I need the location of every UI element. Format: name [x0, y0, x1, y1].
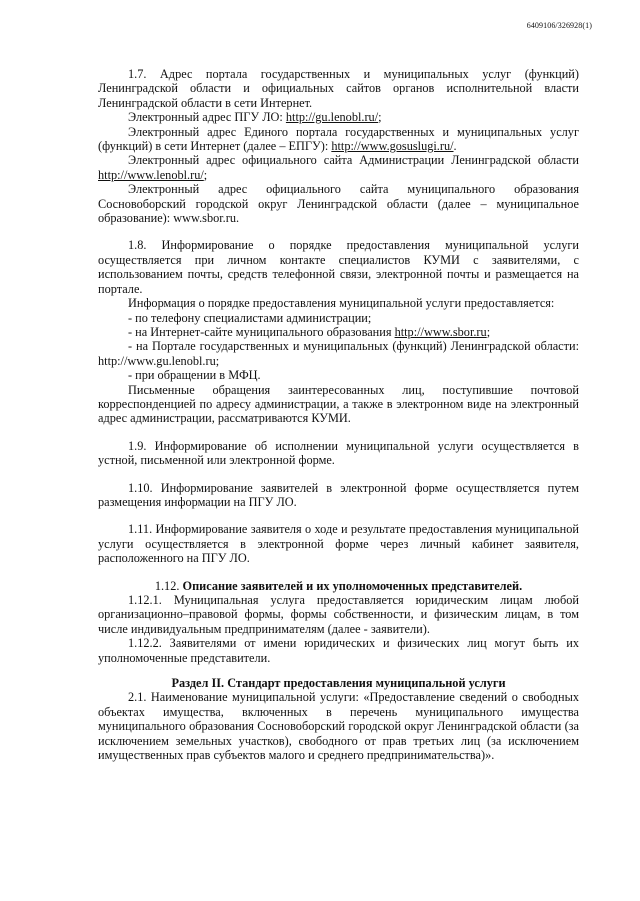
paragraph-1-10: 1.10. Информирование заявителей в электронной форме осуществляется путем размещения информации на ПГУ ЛО.	[98, 480, 579, 509]
paragraph-1-9: 1.9. Информирование об исполнении муниципальной услуги осуществляется в устной, письменной или электронной форме.	[98, 438, 579, 468]
epgu-address-label: Электронный адрес Единого портала государственных и муниципальных услуг (функций) в сети Интернет (далее – ЕПГУ):	[98, 124, 579, 154]
paragraph-1-12-2: 1.12.2. Заявителями от имени юридических и физических лиц могут быть их уполномоченные представители.	[98, 636, 579, 665]
paragraph-1-12-title: Описание заявителей и их уполномоченных представителей.	[182, 578, 523, 593]
admin-site-label: Электронный адрес официального сайта Администрации Ленинградской области	[128, 153, 579, 168]
info-item-mfc: - при обращении в МФЦ.	[128, 368, 261, 383]
paragraph-1-7: 1.7. Адрес портала государственных и муниципальных услуг (функций) Ленинградской области и официальных сайтов органов исполнительной власти Ленинградской области в сети Интернет.	[98, 67, 579, 110]
info-intro: Информация о порядке предоставления муниципальной услуги предоставляется:	[128, 296, 555, 311]
pgu-address	[98, 110, 579, 124]
info-item-website-label: - на Интернет-сайте муниципального образования	[128, 324, 395, 339]
epgu-suffix: .	[453, 139, 457, 154]
admin-site-link[interactable]: http://www.lenobl.ru/	[98, 167, 204, 182]
info-item-website	[98, 325, 579, 339]
pgu-suffix: ;	[378, 110, 382, 125]
admin-site-suffix: ;	[203, 167, 208, 182]
municipal-site-address: Электронный адрес официального сайта муниципального образования Сосновоборский городской округ Ленинградской области (далее – муниципальное образование): www.sbor.ru.	[98, 182, 579, 226]
epgu-link[interactable]: http://www.gosuslugi.ru/	[331, 139, 454, 154]
pgu-address-label: Электронный адрес ПГУ ЛО:	[128, 110, 286, 125]
document-id: 6409106/326928(1)	[526, 21, 592, 30]
paragraph-1-11: 1.11. Информирование заявителя о ходе и результате предоставления муниципальной услуги осуществляется в электронной форме через личный кабинет заявителя, расположенного на ПГУ ЛО.	[98, 522, 579, 566]
paragraph-1-12-1: 1.12.1. Муниципальная услуга предоставляется юридическим лицам любой организационно–правовой формы, формы собственности, и физическим лицам, в том числе индивидуальным предпринимателям (далее - заявители).	[98, 593, 579, 636]
paragraph-1-8: 1.8. Информирование о порядке предоставления муниципальной услуги осуществляется при личном контакте специалистов КУМИ с заявителями, с использованием почты, средств телефонной связи, электронной почты и размещается на портале.	[98, 238, 579, 296]
info-item-phone: - по телефону специалистами администрации;	[128, 310, 372, 325]
info-item-portal: - на Портале государственных и муниципальных (функций) Ленинградской области: http://www.gu.lenobl.ru;	[98, 339, 579, 368]
epgu-address	[98, 125, 579, 154]
admin-site-address	[98, 153, 579, 182]
sbor-link[interactable]: http://www.sbor.ru	[394, 324, 487, 339]
document-body	[98, 67, 579, 762]
paragraph-1-12-heading	[98, 579, 579, 593]
paragraph-1-12-number: 1.12.	[154, 578, 183, 593]
pgu-link[interactable]: http://gu.lenobl.ru/	[285, 110, 379, 125]
info-item-website-suffix: ;	[486, 324, 491, 339]
paragraph-2-1: 2.1. Наименование муниципальной услуги: «Предоставление сведений о свободных объектах имущества, включенных в перечень муниципального имущества муниципального образования Сосновоборский городской округ Ленинградской области (за исключением земельных участков), свободного от прав третьих лиц (за исключением имущественных прав субъектов малого и среднего предпринимательства)».	[98, 690, 579, 763]
section-2-heading: Раздел II. Стандарт предоставления муниципальной услуги	[171, 676, 506, 691]
written-requests: Письменные обращения заинтересованных лиц, поступившие почтовой корреспонденцией по адресу администрации, а также в электронном виде на электронный адрес администрации, рассматриваются КУМИ.	[98, 382, 579, 426]
